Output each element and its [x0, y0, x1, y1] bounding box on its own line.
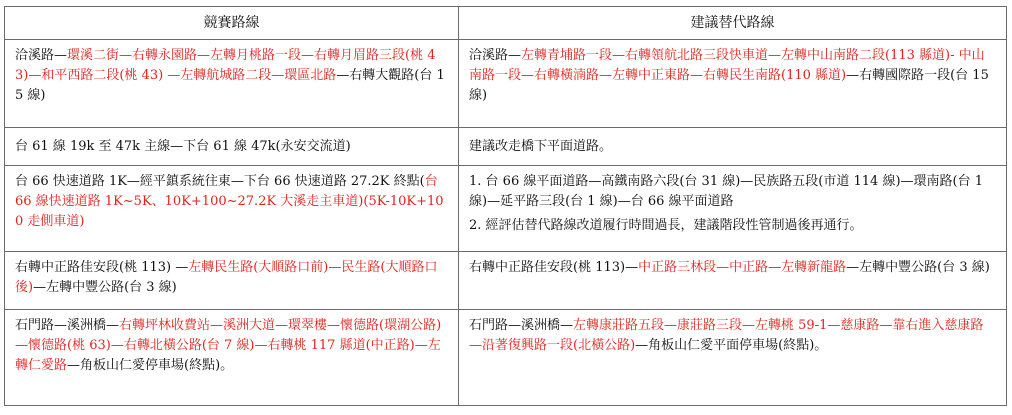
route-segment: 右轉中正路佳安段(桃 113) — [15, 260, 189, 275]
route-segment: —左轉中豐公路(台 3 線) [846, 260, 990, 275]
route-segment: 石門路—溪洲橋— [15, 318, 120, 333]
route-segment-highlight: 左轉康莊路五段—康莊路三段—左轉桃 59-1—慈康路—靠右進入慈康路—沿著復興路一段(北橫公路) [469, 318, 984, 353]
table-row [5, 128, 1007, 166]
header-competition-route: 競賽路線 [5, 7, 459, 40]
route-segment: 台 66 快速道路 1K—經平鎮系統往東—下台 66 快速道路 27.2K 終點( [15, 174, 425, 189]
table-row [5, 252, 1007, 310]
competition-route-cell [5, 252, 459, 310]
route-segment-highlight: 左轉民生路(大順路口前)—民生路(大順路口後) [15, 260, 438, 295]
alternate-route-cell [459, 40, 1007, 128]
route-segment: 石門路—溪洲橋— [469, 318, 574, 333]
alternate-item-1: 1. 台 66 線平面道路—高鐵南路六段(台 31 線)—民族路五段(市道 114 線)—環南路(台 1 線)—延平路三段(台 1 線)—台 66 線平面道路 [469, 174, 983, 209]
alternate-route-cell [459, 128, 1007, 166]
table-row [5, 310, 1007, 406]
route-segment: —右轉大觀路(台 15 線) [15, 68, 445, 103]
route-table [4, 6, 1007, 406]
route-segment-highlight: 台 66 線快速道路 1K~5K、10K+100~27.2K 大溪走主車道)(5K-10K+100 走側車道) [15, 174, 444, 229]
route-segment: 洽溪路— [469, 48, 522, 63]
alternate-route-cell [459, 252, 1007, 310]
competition-route-cell [5, 40, 459, 128]
header-alternate-route: 建議替代路線 [459, 7, 1007, 40]
route-segment: —角板山仁愛平面停車場(終點)。 [635, 338, 828, 353]
alternate-route-cell [459, 166, 1007, 252]
route-segment: 洽溪路— [15, 48, 68, 63]
route-segment: —角板山仁愛停車場(終點)。 [67, 358, 234, 373]
route-segment: 台 61 線 19k 至 47k 主線—下台 61 線 47k(永安交流道) [15, 138, 351, 154]
route-segment: —右轉國際路一段(台 15 線) [469, 68, 989, 103]
table-row [5, 40, 1007, 128]
header-row [5, 7, 1007, 40]
competition-route-cell [5, 166, 459, 252]
route-segment: 右轉中正路佳安段(桃 113)— [469, 260, 639, 275]
route-segment: 建議改走橋下平面道路。 [469, 138, 613, 154]
route-segment-highlight: 環溪二街—右轉永園路—左轉月桃路一段—右轉月眉路三段(桃 43)—和平西路二段(桃 43) —左轉航城路二段—環區北路 [15, 48, 436, 83]
table-row [5, 166, 1007, 252]
route-segment-highlight: 右轉坪林收費站—溪洲大道—環翠樓—懷德路(環湖公路)—懷德路(桃 63)—右轉北橫公路(台 7 線)—右轉桃 117 縣道(中正路)—左轉仁愛路 [15, 318, 442, 373]
competition-route-cell [5, 310, 459, 406]
competition-route-cell [5, 128, 459, 166]
route-segment: —左轉中豐公路(台 3 線) [33, 280, 177, 295]
alternate-item-2: 2. 經評估替代路線改道履行時間過長，建議階段性管制過後再通行。 [469, 218, 863, 233]
alternate-route-cell [459, 310, 1007, 406]
route-segment-highlight: 中正路三林段—中正路—左轉新龍路 [638, 260, 847, 275]
route-segment-highlight: 左轉青埔路一段—右轉領航北路三段快車道—左轉中山南路二段(113 縣道)- 中山南路一段—右轉橫湳路—左轉中正東路—右轉民生南路(110 縣道) [469, 48, 985, 83]
